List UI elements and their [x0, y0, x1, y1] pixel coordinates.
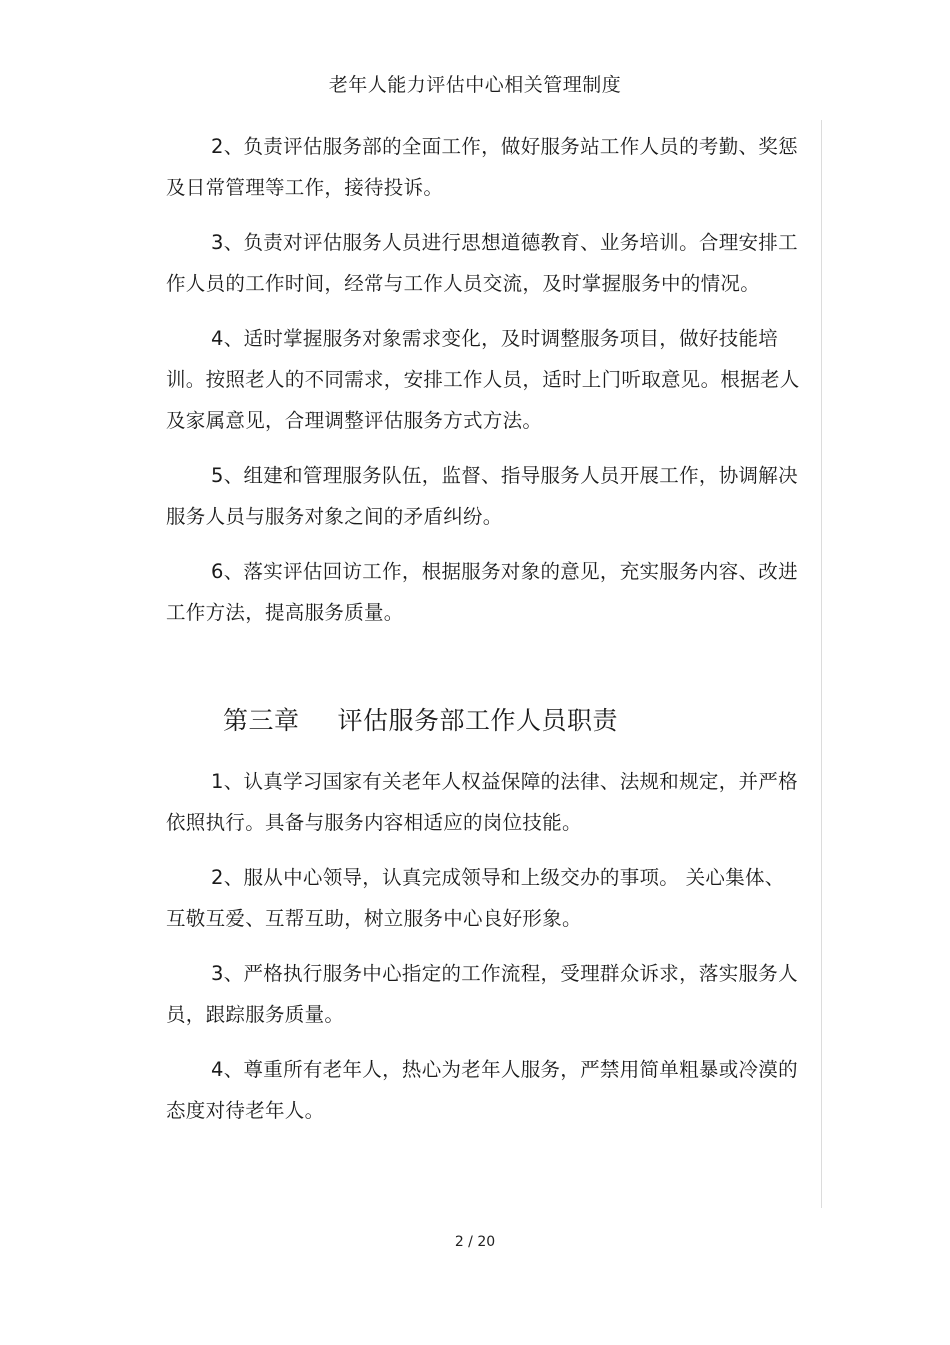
- paragraph-item-5: 5、组建和管理服务队伍，监督、指导服务人员开展工作，协调解决服务人员与服务对象之间的矛盾纠纷。: [166, 464, 798, 528]
- page-title: 老年人能力评估中心相关管理制度: [328, 74, 622, 96]
- chapter-paragraph-1: 1、认真学习国家有关老年人权益保障的法律、法规和规定，并严格依照执行。具备与服务内容相适应的岗位技能。: [166, 770, 798, 834]
- chapter-number: 第三章: [223, 706, 300, 735]
- chapter-paragraph-3: 3、严格执行服务中心指定的工作流程，受理群众诉求，落实服务人员，跟踪服务质量。: [166, 962, 798, 1026]
- paragraph-item-6: 6、落实评估回访工作，根据服务对象的意见，充实服务内容、改进工作方法，提高服务质量。: [166, 560, 798, 624]
- paragraph-item-4: 4、适时掌握服务对象需求变化，及时调整服务项目，做好技能培训。按照老人的不同需求，安排工作人员，适时上门听取意见。根据老人及家属意见，合理调整评估服务方式方法。: [166, 327, 800, 432]
- chapter-paragraph-2: 2、服从中心领导，认真完成领导和上级交办的事项。 关心集体、互敬互爱、互帮互助，树立服务中心良好形象。: [166, 866, 785, 930]
- paragraph-item-2: 2、负责评估服务部的全面工作，做好服务站工作人员的考勤、奖惩及日常管理等工作，接待投诉。: [166, 135, 798, 199]
- chapter-paragraph-4: 4、尊重所有老年人，热心为老年人服务，严禁用简单粗暴或冷漠的态度对待老年人。: [166, 1058, 798, 1122]
- document-body: [166, 126, 800, 1145]
- page-number: 2 / 20: [454, 1234, 496, 1250]
- margin-rule: [821, 120, 822, 1208]
- chapter-heading: [166, 693, 800, 749]
- paragraph-item-3: 3、负责对评估服务人员进行思想道德教育、业务培训。合理安排工作人员的工作时间，经常与工作人员交流，及时掌握服务中的情况。: [166, 231, 798, 295]
- chapter-title: 评估服务部工作人员职责: [337, 706, 619, 735]
